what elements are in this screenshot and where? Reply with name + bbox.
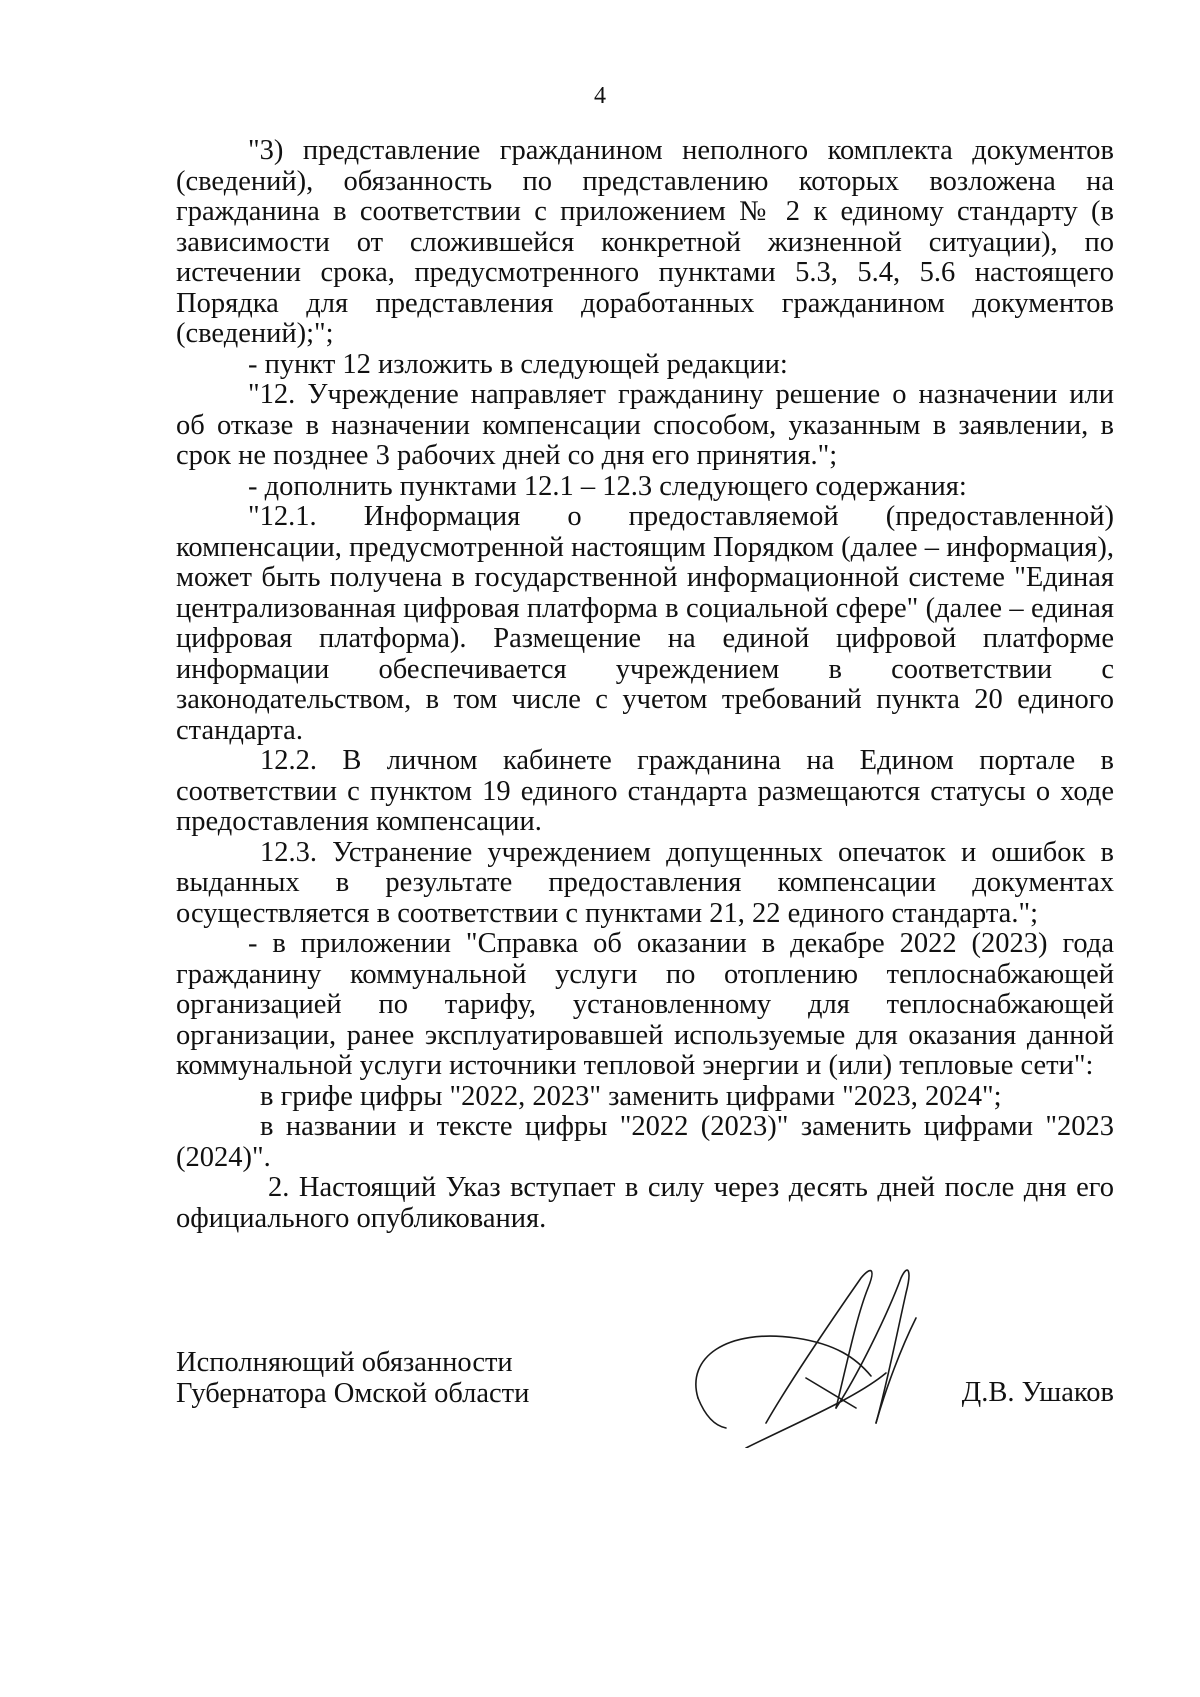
signatory-name: Д.В. Ушаков <box>961 1377 1114 1408</box>
paragraph-entry-into-force: 2. Настоящий Указ вступает в силу через десять дней после дня его официального опубликования. <box>176 1172 1114 1234</box>
document-body <box>176 136 1114 1234</box>
signatory-position-line-2: Губернатора Омской области <box>176 1377 530 1409</box>
paragraph-stamp-numbers: в грифе цифры "2022, 2023" заменить цифрами "2023, 2024"; <box>260 1080 1002 1112</box>
paragraph-point-12-1: "12.1. Информация о предоставляемой (предоставленной) компенсации, предусмотренной настоящим Порядком (далее – информация), может быть получена в государственной информационной системе "Единая централизованная цифровая платформа в социальной сфере" (далее – единая цифровая платформа). Размещение на единой цифровой платформе информации обеспечивается учреждением в соответствии с законодательством, в том числе с учетом требований пункта 20 единого стандарта. <box>176 501 1114 746</box>
page-number: 4 <box>594 83 606 109</box>
paragraph-title-numbers: в названии и тексте цифры "2022 (2023)" заменить цифрами "2023 (2024)". <box>176 1111 1114 1173</box>
paragraph-point-12: "12. Учреждение направляет гражданину решение о назначении или об отказе в назначении компенсации способом, указанным в заявлении, в срок не позднее 3 рабочих дней со дня его принятия."; <box>176 379 1114 471</box>
paragraph-add-points: - дополнить пунктами 12.1 – 12.3 следующего содержания: <box>248 470 967 502</box>
paragraph-appendix: - в приложении "Справка об оказании в декабре 2022 (2023) года гражданину коммунальной услуги по отоплению теплоснабжающей организацией по тарифу, установленному для теплоснабжающей организации, ранее эксплуатировавшей используемые для оказания данной коммунальной услуги источники тепловой энергии и (или) тепловые сети": <box>176 928 1114 1081</box>
paragraph-item-3: "3) представление гражданином неполного комплекта документов (сведений), обязанность по представлению которых возложена на гражданина в соответствии с приложением № 2 к единому стандарту (в зависимости от сложившейся конкретной жизненной ситуации), по истечении срока, предусмотренного пунктами 5.3, 5.4, 5.6 настоящего Порядка для представления доработанных гражданином документов (сведений);"; <box>176 135 1114 349</box>
paragraph-point-12-3: 12.3. Устранение учреждением допущенных опечаток и ошибок в выданных в результате предоставления компенсации документах осуществляется в соответствии с пунктами 21, 22 единого стандарта."; <box>176 836 1114 929</box>
signatory-position-line-1: Исполняющий обязанности <box>176 1347 513 1378</box>
paragraph-point-12-2: 12.2. В личном кабинете гражданина на Едином портале в соответствии с пунктом 19 единого стандарта размещаются статусы о ходе предоставления компенсации. <box>176 745 1114 837</box>
signatory-position <box>176 1348 529 1409</box>
handwritten-signature <box>686 1258 966 1448</box>
paragraph-amend-p12: - пункт 12 изложить в следующей редакции: <box>248 348 788 380</box>
